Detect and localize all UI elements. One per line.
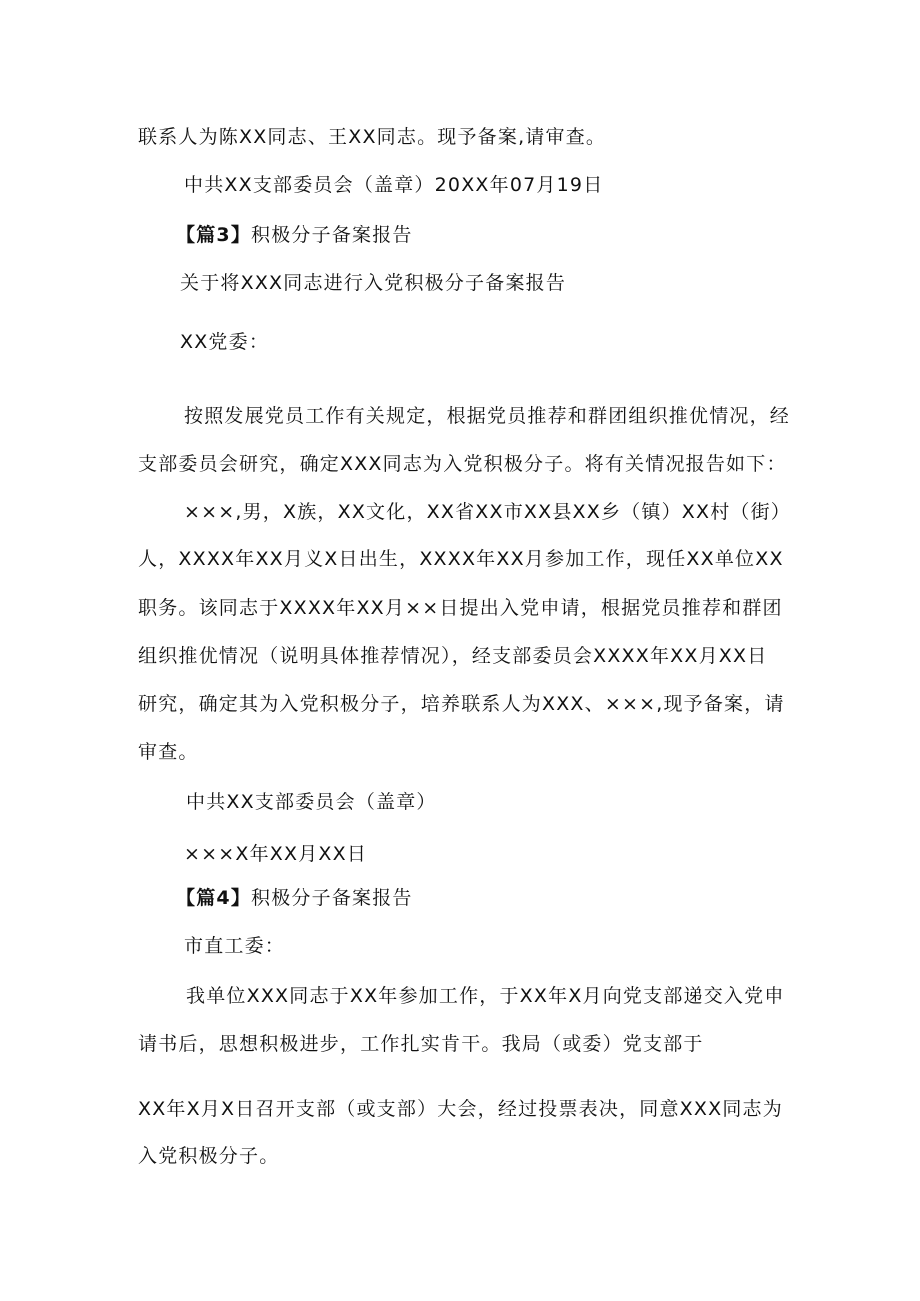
line-text: 人，XXXX年XX月义X日出生，XXXX年XX月参加工作，现任XX单位XX — [138, 548, 784, 570]
line-text: 中共XX支部委员会（盖章）20XX年07月19日 — [184, 174, 604, 196]
line-text: 职务。该同志于XXXX年XX月××日提出入党申请，根据党员推荐和群团 — [138, 597, 783, 619]
signature-date — [184, 841, 920, 867]
section-title: 积极分子备案报告 — [251, 887, 413, 909]
line-text: 支部委员会研究，确定XXX同志为入党积极分子。将有关情况报告如下： — [138, 453, 787, 475]
text-line — [184, 172, 920, 198]
line-text: 中共XX支部委员会（盖章） — [186, 791, 437, 813]
section-heading — [176, 222, 920, 248]
salutation — [184, 933, 920, 959]
text-line — [138, 451, 920, 477]
text-line — [138, 739, 920, 765]
text-line — [138, 1096, 920, 1122]
text-line — [138, 595, 920, 621]
signature-org — [186, 789, 920, 815]
section-number: 【篇4】 — [176, 887, 252, 909]
text-line — [138, 643, 920, 669]
line-text: 我单位XXX同志于XX年参加工作，于XX年X月向党支部递交入党申 — [186, 985, 785, 1007]
line-text: 市直工委： — [184, 935, 286, 957]
line-text: 审查。 — [138, 741, 199, 763]
line-text: 按照发展党员工作有关规定，根据党员推荐和群团组织推优情况，经 — [184, 405, 791, 427]
line-text: 请书后，思想积极进步，工作扎实肯干。我局（或委）党支部于 — [138, 1033, 704, 1055]
text-line — [138, 1031, 920, 1057]
line-text: ×××,男，X族，XX文化，XX省XX市XX县XX乡（镇）XX村（街） — [184, 501, 792, 523]
line-text: XX党委： — [180, 331, 270, 353]
line-text: 组织推优情况（说明具体推荐情况），经支部委员会XXXX年XX月XX日 — [138, 645, 768, 667]
text-line — [186, 983, 920, 1009]
line-text: 研究，确定其为入党积极分子，培养联系人为XXX、×××,现予备案，请 — [138, 693, 785, 715]
text-line — [184, 499, 920, 525]
line-text: 入党积极分子。 — [138, 1145, 280, 1167]
text-line — [184, 403, 920, 429]
text-line — [138, 691, 920, 717]
salutation — [180, 329, 920, 355]
report-title — [180, 270, 920, 296]
line-text: 关于将XXX同志进行入党积极分子备案报告 — [180, 272, 567, 294]
text-line — [138, 124, 920, 150]
line-text: XX年X月X日召开支部（或支部）大会，经过投票表决，同意XXX同志为 — [138, 1098, 783, 1120]
line-text: ×××X年XX月XX日 — [184, 843, 368, 865]
text-line — [138, 1143, 920, 1169]
text-line — [138, 546, 920, 572]
section-title: 积极分子备案报告 — [251, 224, 413, 246]
line-text: 联系人为陈XX同志、王XX同志。现予备案,请审查。 — [138, 126, 607, 148]
section-heading — [176, 885, 920, 911]
section-number: 【篇3】 — [176, 224, 252, 246]
